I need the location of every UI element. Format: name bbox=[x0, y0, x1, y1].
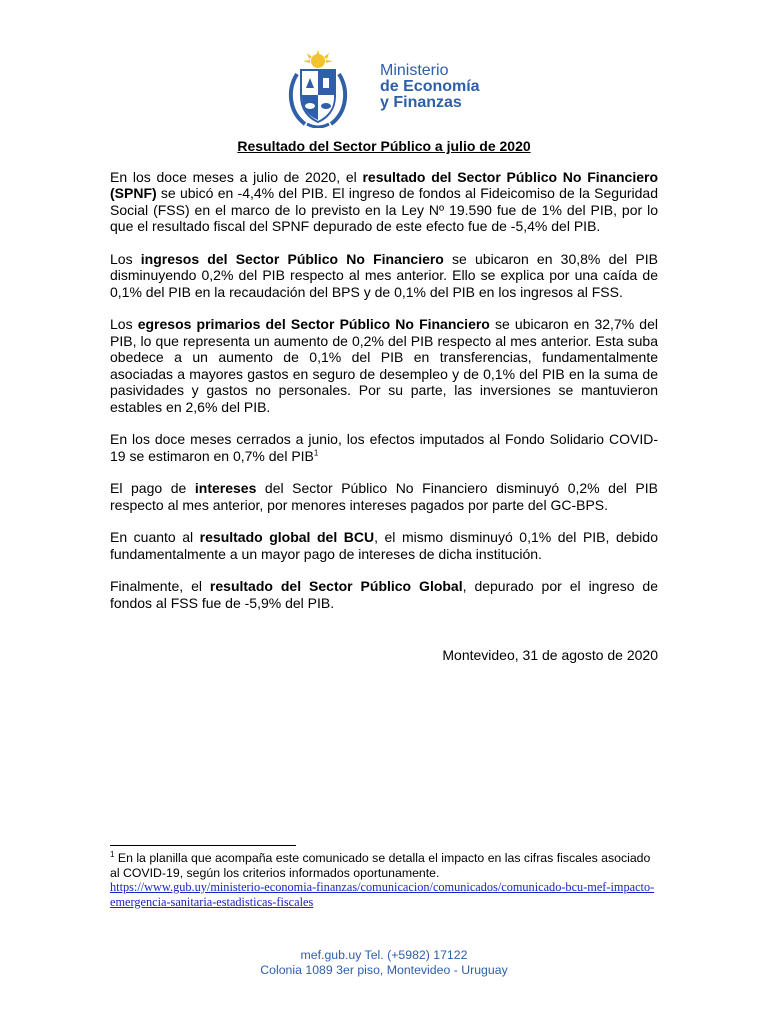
p3-text-c: se ubicaron en 32,7% del PIB, lo que representa un aumento de 0,2% del PIB respecto al mes anterior. Esta suba obedece a un aumento de 0,1% del PIB en transferencias, fundamentalmente asociadas a mayores gastos en seguro de desempleo y de 0,1% del PIB en la suma de pasividades y gastos no personales. Por su parte, las inversiones se mantuvieron estables en 2,6% del PIB. bbox=[110, 316, 658, 415]
p6-text-c: , el mismo disminuyó 0,1% del PIB, debido fundamentalmente a un mayor pago de intereses de dicha institución. bbox=[110, 529, 658, 562]
footnote-mark: 1 bbox=[110, 849, 115, 859]
paragraph-egresos bbox=[110, 316, 658, 415]
paragraph-global bbox=[110, 578, 658, 611]
brand-line-1: Ministerio bbox=[380, 62, 449, 79]
p2-text-c: se ubicaron en 30,8% del PIB disminuyendo 0,2% del PIB respecto al mes anterior. Ello se explica por una caída de 0,1% del PIB en la recaudación del BPS y de 0,1% del PIB en los ingresos al FSS. bbox=[110, 250, 658, 300]
p5-bold: intereses bbox=[194, 480, 257, 496]
document-body bbox=[110, 138, 658, 664]
p6-bold: resultado global del BCU bbox=[199, 529, 375, 545]
p7-bold: resultado del Sector Público Global bbox=[209, 578, 463, 594]
p2-text-a: Los bbox=[110, 250, 141, 267]
footnote-divider bbox=[110, 845, 296, 846]
p5-text-a: El pago de bbox=[110, 480, 195, 496]
paragraph-bcu bbox=[110, 529, 658, 562]
page-footer bbox=[0, 948, 768, 978]
brand-line-3: y Finanzas bbox=[380, 94, 462, 111]
p5-text-c: del Sector Público No Financiero disminuyó 0,2% del PIB respecto al mes anterior, por menores intereses pagados por parte del GC-BPS. bbox=[110, 480, 658, 513]
p6-text-a: En cuanto al bbox=[110, 529, 200, 545]
document-date: Montevideo, 31 de agosto de 2020 bbox=[442, 647, 658, 663]
footer-contact: mef.gub.uy Tel. (+5982) 17122 bbox=[300, 948, 468, 962]
footnote-ref[interactable]: 1 bbox=[313, 447, 319, 457]
p4-text-a: En los doce meses cerrados a junio, los efectos imputados al Fondo Solidario COVID-19 se estimaron en 0,7% del PIB bbox=[110, 431, 658, 464]
p1-bold: resultado del Sector Público No Financiero (SPNF) bbox=[110, 168, 658, 201]
footnote bbox=[110, 851, 658, 909]
footnote-link[interactable]: https://www.gub.uy/ministerio-economia-finanzas/comunicacion/comunicados/comunicado-bcu-mef-impacto-emergencia-sanitaria-estadisticas-fiscales bbox=[110, 880, 655, 909]
paragraph-spnf-result bbox=[110, 169, 658, 235]
p2-bold: ingresos del Sector Público No Financiero bbox=[140, 250, 444, 267]
p1-text-a: En los doce meses a julio de 2020, el bbox=[110, 168, 363, 185]
coat-of-arms-icon bbox=[283, 50, 353, 128]
footnote-text: En la planilla que acompaña este comunicado se detalla el impacto en las cifras fiscales asociado al COVID-19, según los criterios informados oportunamente. bbox=[110, 851, 651, 880]
paragraph-ingresos bbox=[110, 251, 658, 301]
brand-line-2: de Economía bbox=[380, 78, 480, 95]
paragraph-intereses bbox=[110, 480, 658, 513]
footer-address: Colonia 1089 3er piso, Montevideo - Uruguay bbox=[260, 963, 508, 977]
p3-text-a: Los bbox=[110, 316, 138, 332]
p7-text-a: Finalmente, el bbox=[110, 578, 210, 594]
p1-text-c: se ubicó en -4,4% del PIB. El ingreso de fondos al Fideicomiso de la Seguridad Social (FSS) en el marco de lo previsto en la Ley Nº 19.590 fue de 1% del PIB, por lo que el resultado fiscal del SPNF depurado de este efecto fue de -5,4% del PIB. bbox=[110, 185, 658, 234]
p3-bold: egresos primarios del Sector Público No Financiero bbox=[137, 316, 490, 332]
paragraph-covid bbox=[110, 431, 658, 464]
document-title: Resultado del Sector Público a julio de 2020 bbox=[237, 138, 531, 154]
page-header bbox=[0, 50, 768, 130]
ministry-logotype bbox=[380, 63, 480, 111]
p7-text-c: , depurado por el ingreso de fondos al FSS fue de -5,9% del PIB. bbox=[110, 578, 658, 611]
